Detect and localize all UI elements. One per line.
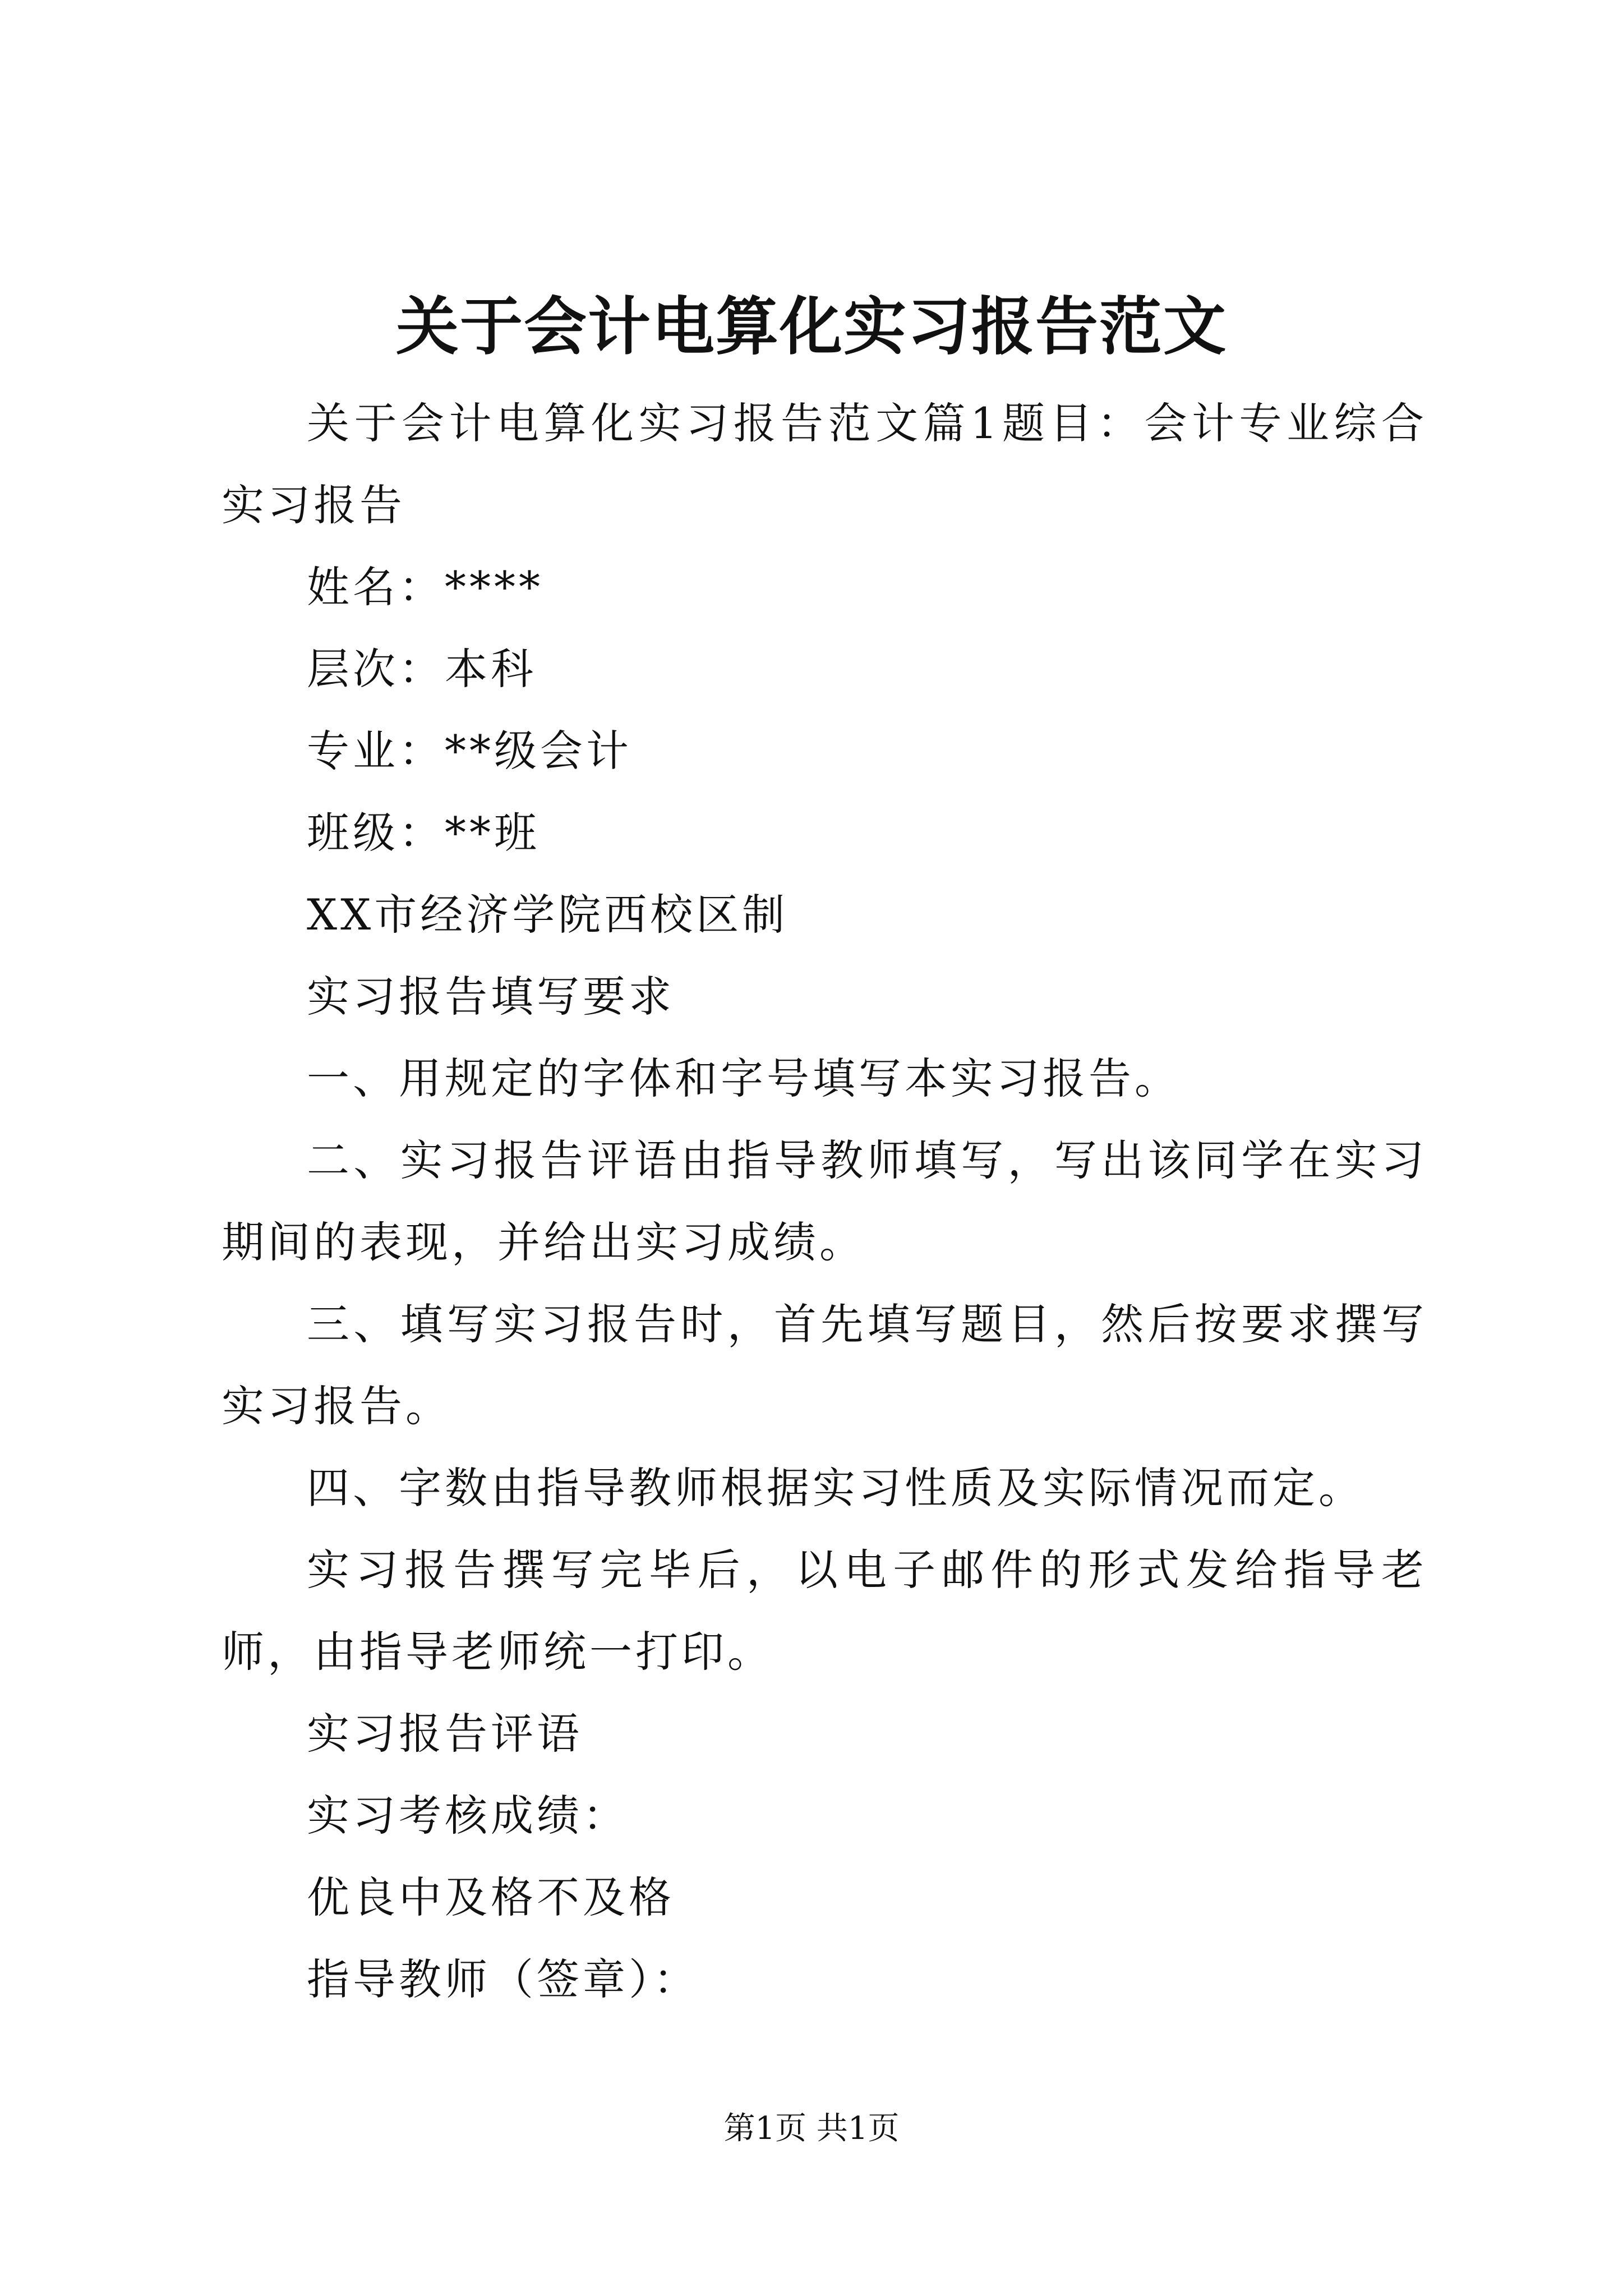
paragraph-grade-label: 实习考核成绩： bbox=[307, 1791, 629, 1841]
paragraph-requirement-1: 一、用规定的字体和字号填写本实习报告。 bbox=[307, 1053, 1181, 1103]
paragraph-level: 层次：本科 bbox=[307, 644, 537, 694]
paragraph-name: 姓名：**** bbox=[307, 562, 543, 612]
paragraph-institution: XX市经济学院西校区制 bbox=[307, 890, 789, 940]
document-body bbox=[222, 383, 1427, 2021]
paragraph-comments-heading: 实习报告评语 bbox=[307, 1709, 583, 1759]
paragraph-class: 班级：**班 bbox=[307, 808, 540, 858]
paragraph-requirements-heading: 实习报告填写要求 bbox=[307, 972, 675, 1022]
paragraph-intro: 关于会计电算化实习报告范文篇1题目：会计专业综合实习报告 bbox=[222, 398, 1427, 530]
paragraph-signature: 指导教师（签章）： bbox=[307, 1954, 699, 2004]
paragraph-requirement-2: 二、实习报告评语由指导教师填写，写出该同学在实习期间的表现，并给出实习成绩。 bbox=[222, 1135, 1427, 1267]
paragraph-grade-options: 优良中及格不及格 bbox=[307, 1872, 675, 1922]
document-title: 关于会计电算化实习报告范文 bbox=[396, 290, 1227, 364]
paragraph-major: 专业：**级会计 bbox=[307, 726, 632, 776]
page-footer: 第1页 共1页 bbox=[723, 2110, 900, 2147]
paragraph-requirement-4: 四、字数由指导教师根据实习性质及实际情况而定。 bbox=[307, 1463, 1364, 1513]
paragraph-submission: 实习报告撰写完毕后，以电子邮件的形式发给指导老师，由指导老师统一打印。 bbox=[222, 1545, 1427, 1677]
paragraph-requirement-3: 三、填写实习报告时，首先填写题目，然后按要求撰写实习报告。 bbox=[222, 1299, 1427, 1431]
